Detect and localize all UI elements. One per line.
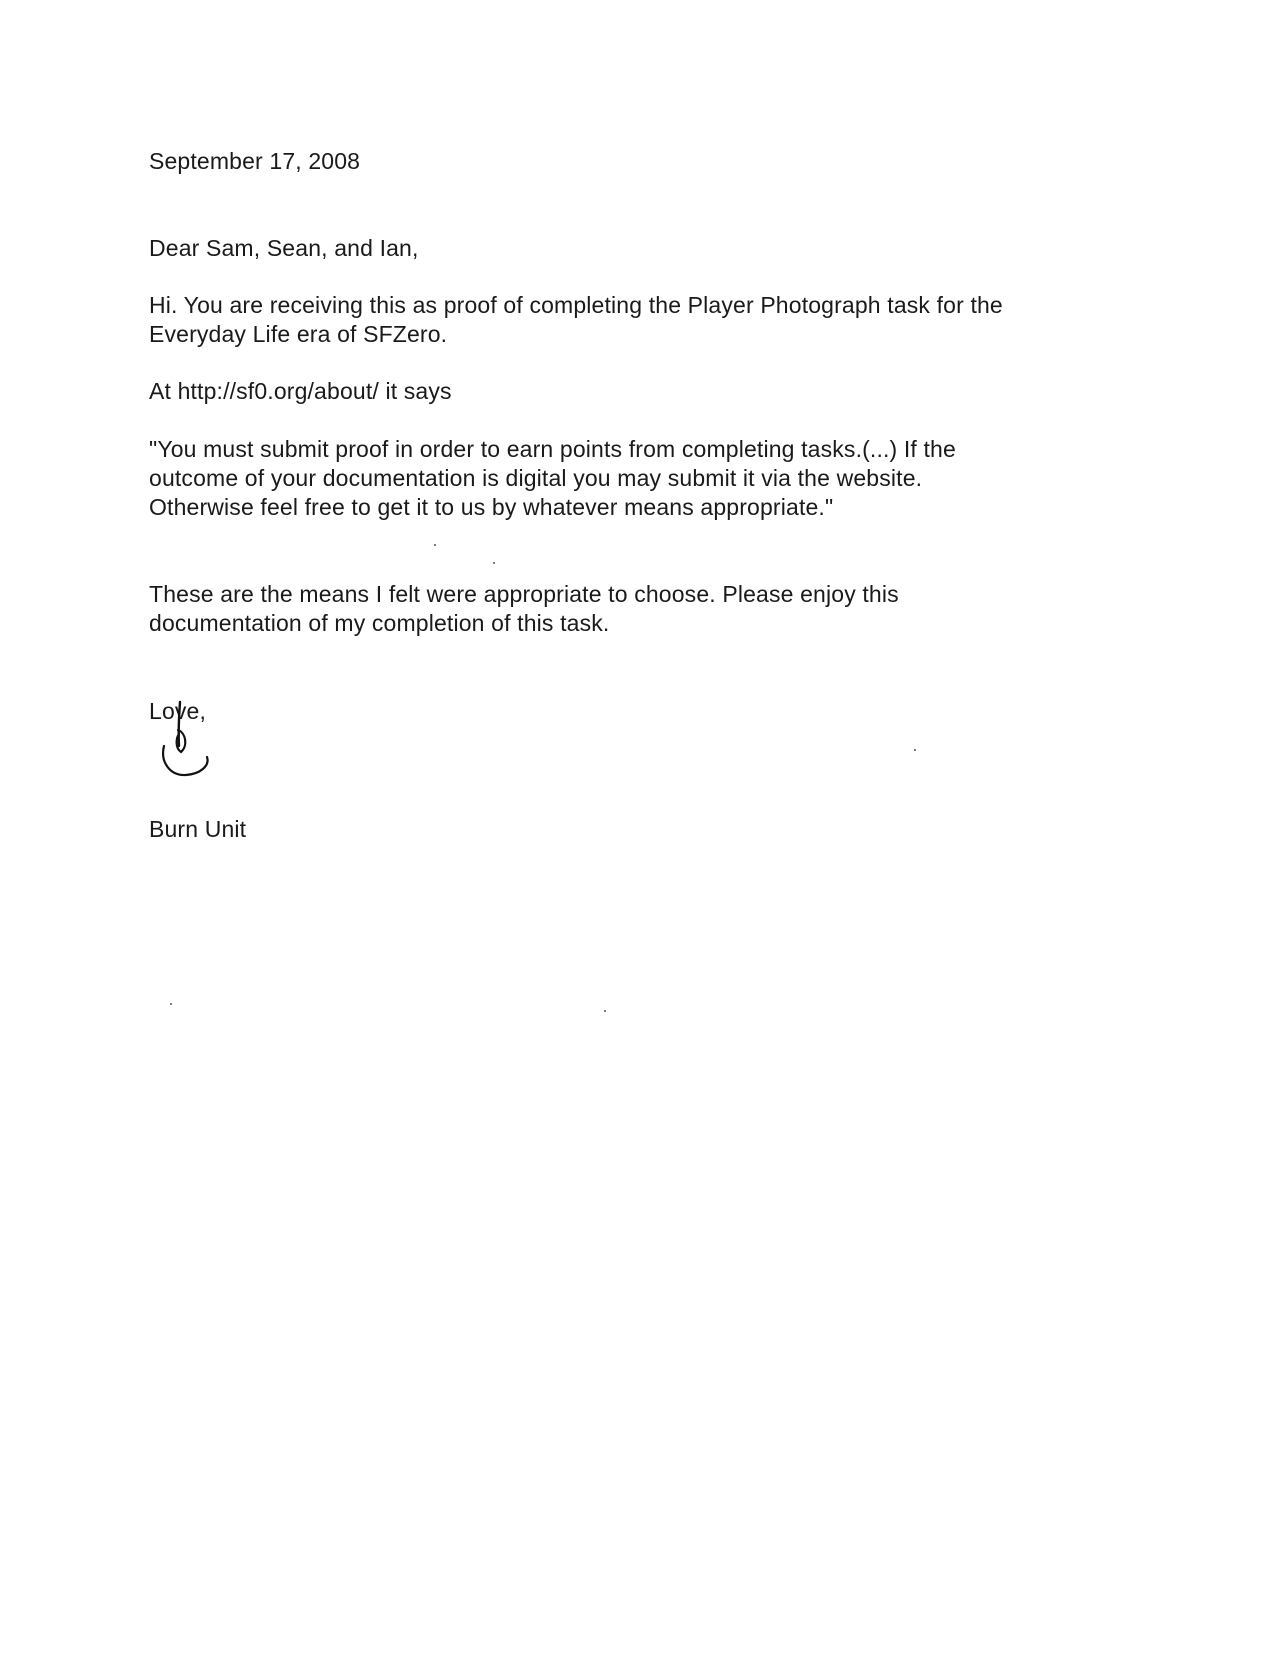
quote-line-3: Otherwise feel free to get it to us by whatever means appropriate." xyxy=(149,494,834,520)
reference-line: At http://sf0.org/about/ it says xyxy=(149,378,452,404)
conclusion-line-1: These are the means I felt were appropriate to choose. Please enjoy this xyxy=(149,581,899,607)
intro-line-2: Everyday Life era of SFZero. xyxy=(149,321,448,347)
intro-line-1: Hi. You are receiving this as proof of completing the Player Photograph task for the xyxy=(149,292,1003,318)
handwritten-signature xyxy=(158,700,228,790)
quote-line-1: "You must submit proof in order to earn points from completing tasks.(...) If the xyxy=(149,436,956,462)
scan-speck xyxy=(493,562,495,564)
scan-speck xyxy=(434,544,436,546)
signer-name: Burn Unit xyxy=(149,816,247,842)
closing: Love, xyxy=(149,698,207,724)
scan-speck xyxy=(170,1003,172,1005)
quote-line-2: outcome of your documentation is digital you may submit it via the website. xyxy=(149,465,923,491)
letter-date: September 17, 2008 xyxy=(149,148,361,174)
salutation: Dear Sam, Sean, and Ian, xyxy=(149,235,419,261)
scan-speck xyxy=(914,749,916,751)
scan-speck xyxy=(604,1010,606,1012)
conclusion-line-2: documentation of my completion of this task. xyxy=(149,610,610,636)
